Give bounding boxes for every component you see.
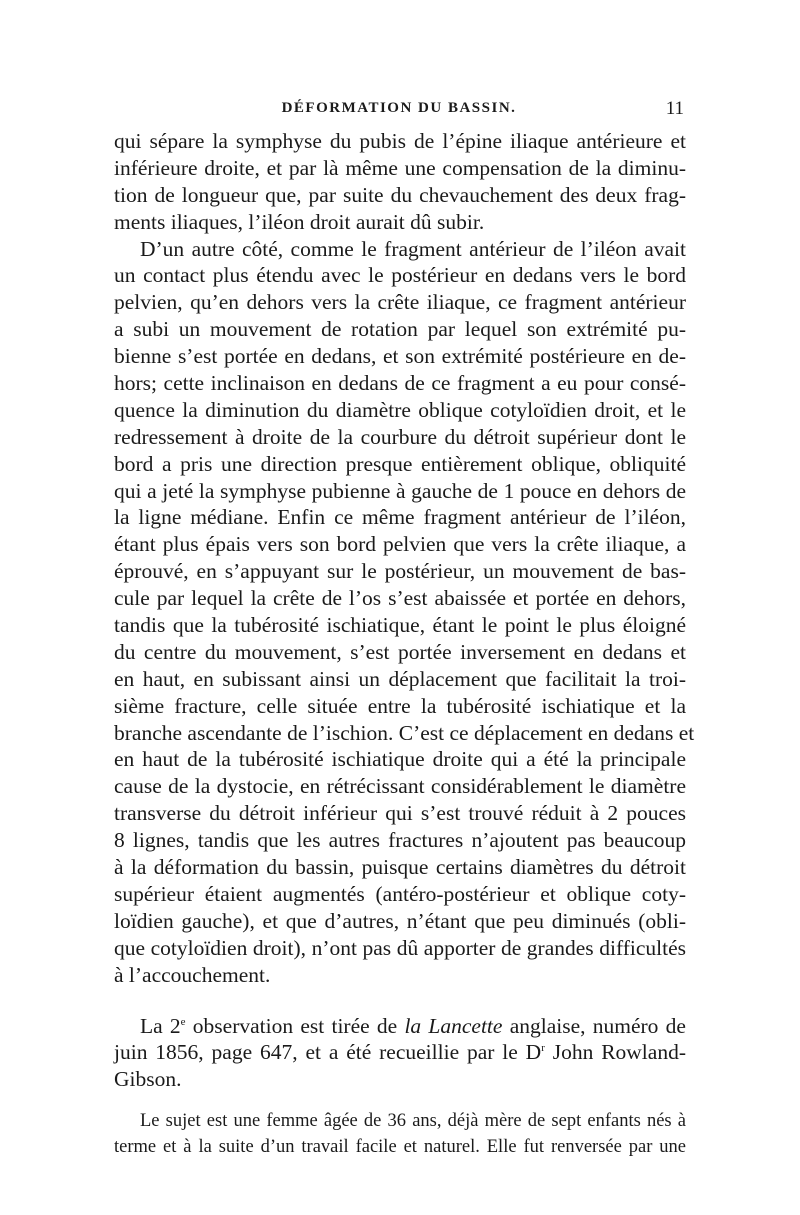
journal-title: la Lancette <box>404 1013 503 1038</box>
text-line <box>114 1039 686 1066</box>
text-run: juin 1856, page 647, et a été recueillie par le D <box>114 1040 542 1065</box>
text-line: en haut de la tubérosité ischiatique droite qui a été la principale <box>114 747 686 772</box>
text-line: cause de la dystocie, en rétrécissant considérablement le diamètre <box>114 774 686 799</box>
superscript: e <box>180 1015 186 1028</box>
text-line: sième fracture, celle située entre la tubérosité ischiatique et la <box>114 693 686 718</box>
text-line: qui sépare la symphyse du pubis de l’épine iliaque antérieure et <box>114 129 686 153</box>
text-line: du centre du mouvement, s’est portée inversement en dedans et <box>114 639 686 664</box>
text-line: pelvien, qu’en dehors vers la crête iliaque, ce fragment antérieur <box>114 290 686 315</box>
running-title: DÉFORMATION DU BASSIN. <box>281 100 517 116</box>
text-line: à la déformation du bassin, puisque certains diamètres du détroit <box>114 855 686 880</box>
text-line: 8 lignes, tandis que les autres fractures n’ajoutent pas beaucoup <box>114 828 686 853</box>
text-line: la ligne médiane. Enfin ce même fragment antérieur de l’iléon, <box>114 505 686 530</box>
text-line: D’un autre côté, comme le fragment antérieur de l’iléon avait <box>140 236 686 261</box>
observation-paragraph <box>114 1013 686 1094</box>
case-paragraph <box>114 1109 686 1160</box>
text-line: quence la diminution du diamètre oblique cotyloïdien droit, et le <box>114 397 686 422</box>
body-text <box>114 128 695 1160</box>
text-line: tion de longueur que, par suite du chevauchement des deux frag- <box>114 182 686 207</box>
text-line: en haut, en subissant ainsi un déplacement que facilitait la troi- <box>114 666 686 691</box>
text-line: hors; cette inclinaison en dedans de ce fragment a eu pour consé- <box>114 371 686 396</box>
text-line: bord a pris une direction presque entièrement oblique, obliquité <box>114 451 686 476</box>
text-run: John Rowland- <box>544 1040 686 1065</box>
text-line: bienne s’est portée en dedans, et son extrémité postérieure en de- <box>114 344 686 369</box>
text-line: branche ascendante de l’ischion. C’est ce déplacement en dedans et <box>114 720 695 745</box>
text-line <box>114 1013 686 1040</box>
text-line: a subi un mouvement de rotation par lequel son extrémité pu- <box>114 317 686 342</box>
text-line: loïdien gauche), et que d’autres, n’étant que peu diminués (obli- <box>114 908 686 933</box>
text-line: redressement à droite de la courbure du détroit supérieur dont le <box>114 424 686 449</box>
text-line: tandis que la tubérosité ischiatique, étant le point le plus éloigné <box>114 613 686 638</box>
text-run: anglaise, numéro de <box>502 1013 686 1038</box>
text-line: éprouvé, en s’appuyant sur le postérieur, un mouvement de bas- <box>114 559 686 584</box>
text-line: transverse du détroit inférieur qui s’est trouvé réduit à 2 pouces <box>114 801 686 826</box>
text-line: qui a jeté la symphyse pubienne à gauche de 1 pouce en dehors de <box>114 478 686 503</box>
text-line: à l’accouchement. <box>114 962 271 987</box>
text-line: Gibson. <box>114 1067 182 1092</box>
text-line: supérieur étaient augmentés (antéro-postérieur et oblique coty- <box>114 881 686 906</box>
paragraph-1 <box>114 128 686 236</box>
text-line: étant plus épais vers son bord pelvien que vers la crête iliaque, a <box>114 532 686 557</box>
page-number: 11 <box>665 98 684 119</box>
text-line: terme et à la suite d’un travail facile et naturel. Elle fut renversée par une <box>114 1136 686 1157</box>
text-line: Le sujet est une femme âgée de 36 ans, déjà mère de sept enfants nés à <box>140 1111 686 1132</box>
text-line: ments iliaques, l’iléon droit aurait dû subir. <box>114 209 485 234</box>
text-run: La 2 <box>140 1013 181 1038</box>
text-line: un contact plus étendu avec le postérieur en dedans vers le bord <box>114 263 686 288</box>
running-head <box>114 96 684 126</box>
paragraph-2 <box>114 236 695 989</box>
text-run: observation est tirée de <box>185 1013 405 1038</box>
text-line: inférieure droite, et par là même une compensation de la diminu- <box>114 155 686 180</box>
text-line: que cotyloïdien droit), n’ont pas dû apporter de grandes difficultés <box>114 935 686 960</box>
superscript: r <box>541 1042 545 1055</box>
text-line: cule par lequel la crête de l’os s’est abaissée et portée en dehors, <box>114 586 686 611</box>
